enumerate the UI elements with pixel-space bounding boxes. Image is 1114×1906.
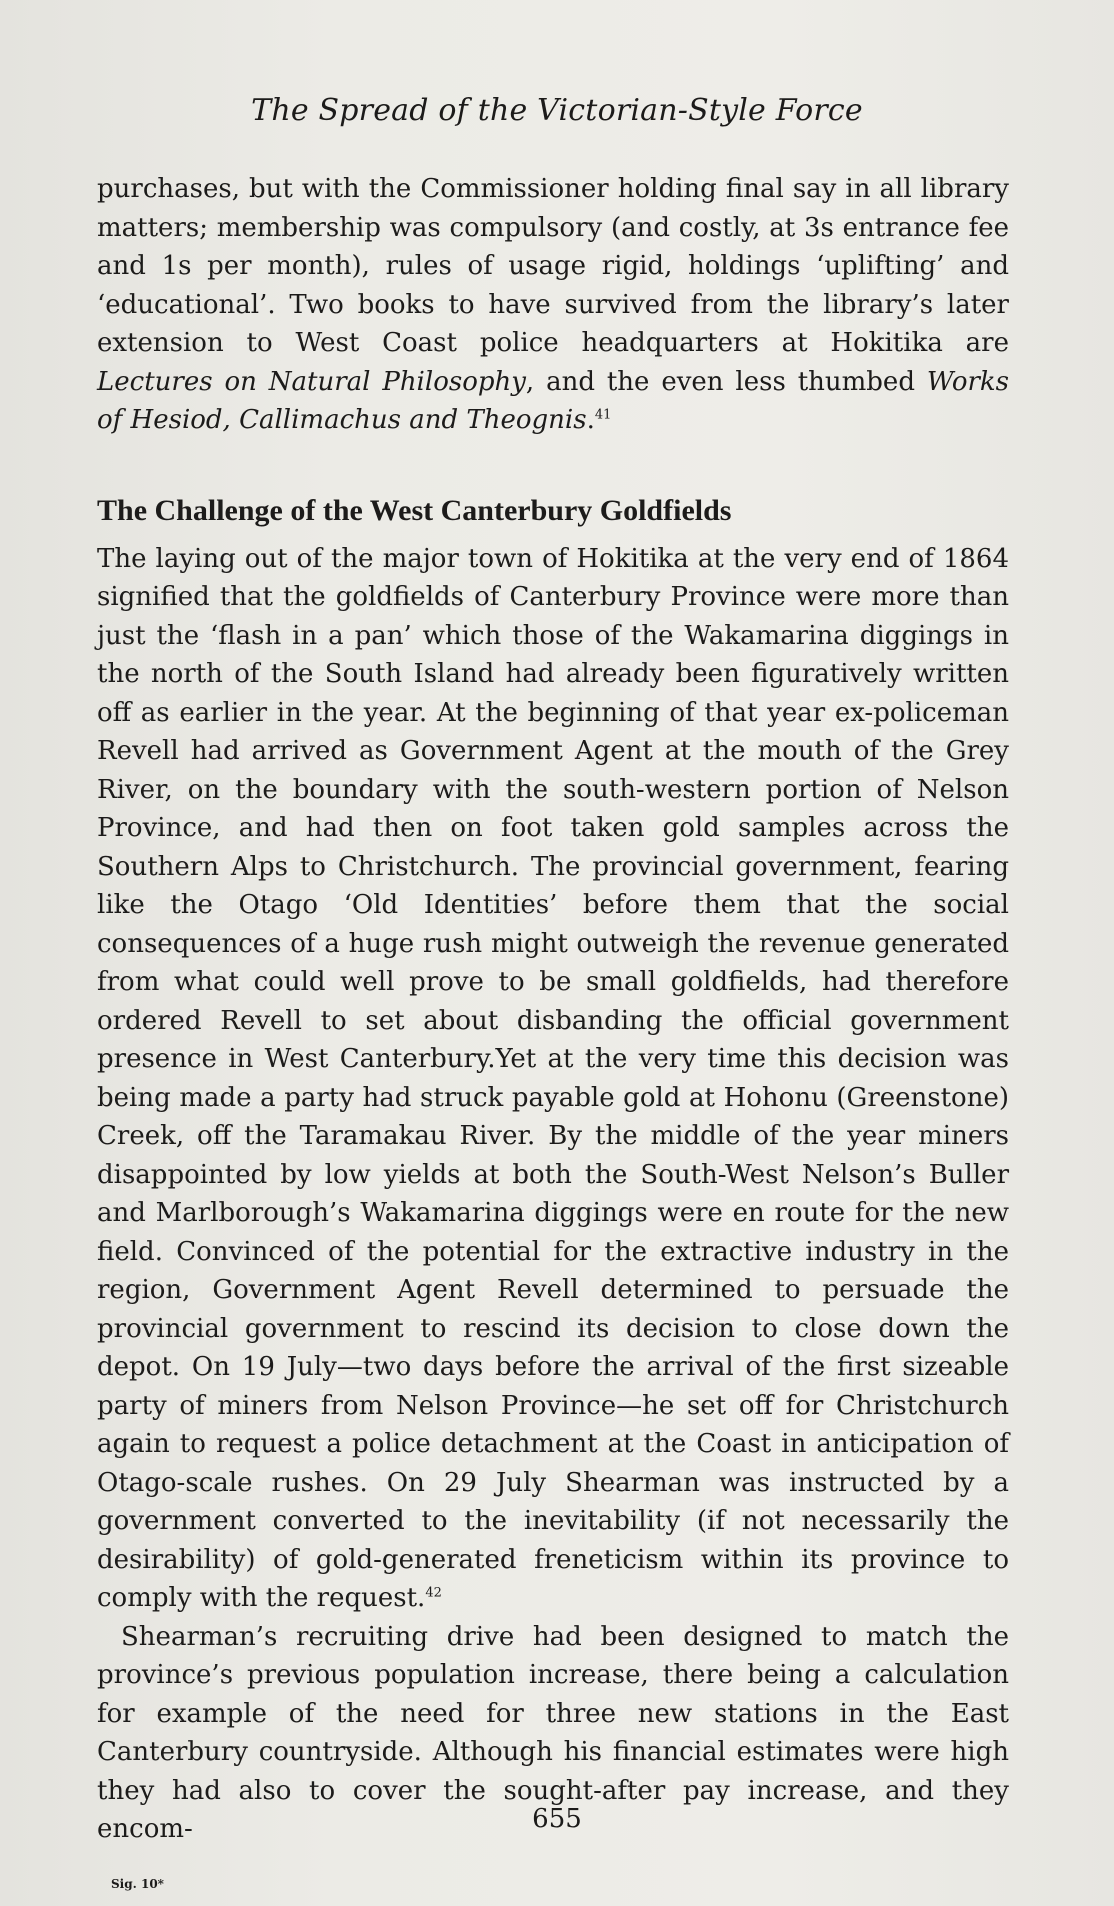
footnote-marker-42: 42 (425, 1585, 442, 1601)
paragraph-recruiting-text: Shearman’s recruiting drive had been designed to match the province’s previous population increase, there being a calculation for example of the need for three new stations in the East Canterbury countryside. Although his financial estimates were high they had also to cover the sought-after pay increase, and they encom- (97, 1621, 1009, 1844)
paragraph-goldfields-text: The laying out of the major town of Hokitika at the very end of 1864 signified that the goldfields of Canterbury Province were more than just the ‘flash in a pan’ which those of the Wakamarina diggings in the north of the South Island had already been figuratively written off as earlier in the year. At the beginning of that year ex-policeman Revell had arrived as Government Agent at the mouth of the Grey River, on the boundary with the south-western portion of Nelson Province, and had then on foot taken gold samples across the Southern Alps to Christchurch. The provincial government, fearing like the Otago ‘Old Identities’ before them that the social consequences of a huge rush might outweigh the revenue generated from what could well prove to be small goldfields, had therefore ordered Revell to set about disbanding the official government presence in West Canterbury.Yet at the very time this decision was being made a party had struck payable gold at Hohonu (Greenstone) Creek, off the Taramakau River. By the middle of the year miners disappointed by low yields at both the South-West Nelson’s Buller and Marlborough’s Wakamarina diggings were en route for the new field. Convinced of the potential for the extractive industry in the region, Government Agent Revell determined to persuade the provincial government to rescind its decision to close down the depot. On 19 July—two days before the arrival of the first sizeable party of miners from Nelson Province—he set off for Christchurch again to request a police detachment at the Coast in anticipation of Otago-scale rushes. On 29 July Shearman was instructed by a government converted to the inevitability (if not necessarily the desirability) of gold-generated freneticism within its province to comply with the request. (97, 543, 1009, 1613)
book-title-hesiod: Works of Hesiod, Callimachus and Theognis (97, 366, 1009, 435)
footnote-marker-41: 41 (594, 407, 612, 423)
paragraph-library (97, 170, 1009, 440)
paragraph-goldfields (97, 540, 1009, 1618)
page-number: 655 (532, 1804, 582, 1834)
body-text (97, 170, 1009, 1849)
paragraph-library-text-2: , and the even less thumbed (525, 366, 927, 397)
section-heading: The Challenge of the West Canterbury Goldfields (97, 493, 732, 527)
paragraph-library-text-3: . (586, 405, 595, 435)
book-title-lectures: Lectures on Natural Philosophy (97, 366, 526, 397)
signature-mark: Sig. 10* (111, 1877, 164, 1891)
running-head: The Spread of the Victorian-Style Force (251, 93, 863, 128)
paragraph-library-text-1: purchases, but with the Commissioner holding final say in all library matters; membership was compulsory (and costly, at 3s entrance fee and 1s per month), rules of usage rigid, holdings ‘uplifting’ and ‘educational’. Two books to have survived from the library’s later extension to West Coast police headquarters at Hokitika are (97, 174, 1009, 358)
